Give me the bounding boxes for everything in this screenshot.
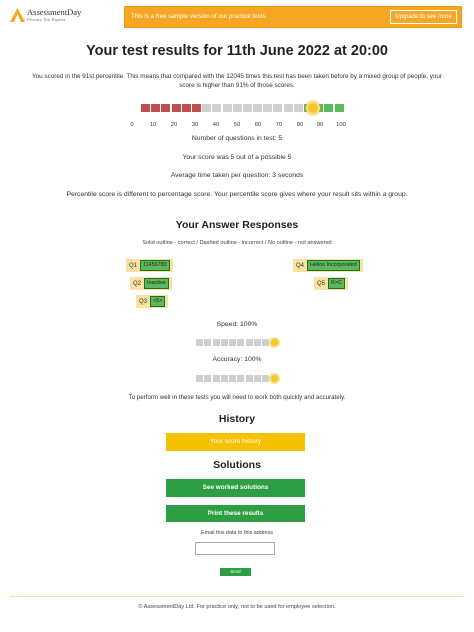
meter-cell xyxy=(196,339,203,346)
meter-cell xyxy=(229,375,236,382)
send-button[interactable]: Send xyxy=(220,568,251,576)
accuracy-marker xyxy=(269,373,280,384)
question-label: Q1 xyxy=(129,262,138,269)
answer-box: Inactive xyxy=(144,278,169,289)
email-label: Email this data to this address xyxy=(201,530,273,536)
scale-segment xyxy=(223,104,232,112)
meter-cell xyxy=(237,339,244,346)
response-q2 xyxy=(130,277,172,290)
percentile-scale-labels xyxy=(128,122,348,130)
solutions-heading: Solutions xyxy=(213,459,261,471)
score-history-button[interactable]: Your score history xyxy=(166,433,305,451)
advice-text: To perform well in these tests you will need to work both quickly and accurately. xyxy=(128,394,346,401)
scale-segment xyxy=(335,104,344,112)
scale-segment xyxy=(192,104,201,112)
num-questions-text: Number of questions in test: 5 xyxy=(191,135,283,142)
scale-segment xyxy=(212,104,221,112)
worked-solutions-button[interactable]: See worked solutions xyxy=(166,479,305,497)
scale-tick-label: 100 xyxy=(336,122,346,128)
response-q5 xyxy=(314,277,348,290)
score-text: Your score was 5 out of a possible 5 xyxy=(182,154,292,161)
scale-segment xyxy=(141,104,150,112)
response-q1 xyxy=(126,259,173,272)
responses-heading: Your Answer Responses xyxy=(175,219,299,231)
scale-tick-label: 20 xyxy=(170,122,178,128)
scale-segment xyxy=(294,104,303,112)
scale-segment xyxy=(233,104,242,112)
speed-marker xyxy=(269,337,280,348)
speed-meter xyxy=(196,339,271,346)
question-label: Q3 xyxy=(139,298,148,305)
meter-cell xyxy=(237,375,244,382)
scale-segment xyxy=(151,104,160,112)
logo-name: AssessmentDay xyxy=(27,7,82,17)
meter-cell xyxy=(221,339,228,346)
meter-cell xyxy=(204,375,211,382)
logo-tagline: Practice Test Experts xyxy=(27,16,66,22)
meter-cell xyxy=(213,375,220,382)
answer-box: R>C xyxy=(328,278,345,289)
scale-segment xyxy=(263,104,272,112)
meter-cell xyxy=(254,339,261,346)
question-label: Q5 xyxy=(317,280,326,287)
scale-tick-label: 40 xyxy=(212,122,220,128)
banner-text: This is a free sample version of our practice tests. xyxy=(131,13,268,20)
upgrade-button[interactable]: Upgrade to see more xyxy=(390,10,457,24)
answer-box: <5> xyxy=(150,296,165,307)
email-input[interactable] xyxy=(195,542,275,555)
scale-tick-label: 10 xyxy=(149,122,157,128)
meter-cell xyxy=(221,375,228,382)
scale-segment xyxy=(253,104,262,112)
free-version-banner xyxy=(124,6,462,28)
scale-segment xyxy=(161,104,170,112)
speed-label: Speed: 100% xyxy=(216,321,258,328)
meter-cell xyxy=(229,339,236,346)
meter-cell xyxy=(246,375,253,382)
responses-legend: Solid outline - correct / Dashed outline - incorrect / No outline - not answered xyxy=(142,240,332,246)
meter-cell xyxy=(204,339,211,346)
scale-tick-label: 0 xyxy=(130,122,134,128)
page-title: Your test results for 11th June 2022 at 20:00 xyxy=(86,43,388,59)
avg-time-text: Average time taken per question: 3 seconds xyxy=(170,172,304,179)
percentile-summary: You scored in the 91st percentile. This means that compared with the 12045 times this test has been taken before by a mixed group of people, your score is higher than 91% of those scores. xyxy=(32,73,442,89)
scale-tick-label: 80 xyxy=(296,122,304,128)
footer-text: © AssessmentDay Ltd. For practice only; not to be used for employee selection. xyxy=(138,604,336,610)
accuracy-label: Accuracy: 100% xyxy=(212,356,262,363)
scale-tick-label: 60 xyxy=(254,122,262,128)
footer-divider xyxy=(10,596,464,597)
logo-triangle-icon xyxy=(10,8,25,22)
meter-cell xyxy=(254,375,261,382)
scale-segment xyxy=(324,104,333,112)
history-heading: History xyxy=(218,413,256,425)
percentile-note: Percentile score is different to percentage score. Your percentile score gives where your result sits within a group. xyxy=(66,191,408,198)
response-q3 xyxy=(136,295,168,308)
scale-segment xyxy=(172,104,181,112)
logo[interactable] xyxy=(10,8,81,22)
scale-segment xyxy=(182,104,191,112)
scale-segment xyxy=(273,104,282,112)
scale-tick-label: 30 xyxy=(191,122,199,128)
header xyxy=(0,0,474,34)
scale-segment xyxy=(284,104,293,112)
response-q4 xyxy=(293,259,363,272)
percentile-marker xyxy=(306,101,320,115)
meter-cell xyxy=(213,339,220,346)
print-results-button[interactable]: Print these results xyxy=(166,505,305,522)
answer-box: Helios Incorporated xyxy=(307,260,360,271)
scale-tick-label: 70 xyxy=(275,122,283,128)
answer-box: 11456780 xyxy=(140,260,170,271)
scale-segment xyxy=(243,104,252,112)
scale-segment xyxy=(202,104,211,112)
question-label: Q4 xyxy=(296,262,305,269)
question-label: Q2 xyxy=(133,280,142,287)
accuracy-meter xyxy=(196,375,271,382)
meter-cell xyxy=(196,375,203,382)
scale-tick-label: 50 xyxy=(233,122,241,128)
scale-tick-label: 90 xyxy=(316,122,324,128)
meter-cell xyxy=(246,339,253,346)
